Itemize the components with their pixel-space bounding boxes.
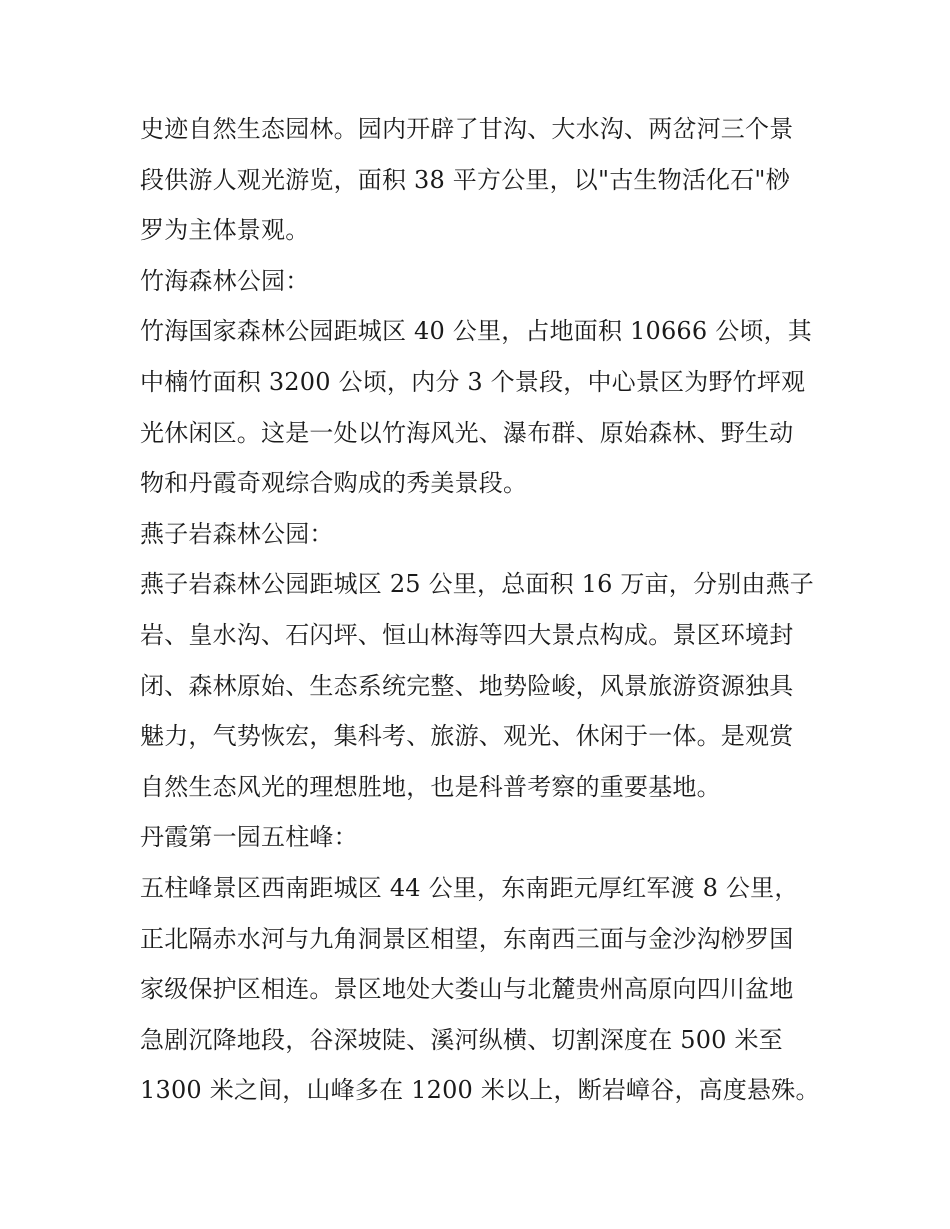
text-line: 光休闲区。这是一处以竹海风光、瀑布群、原始森林、野生动	[140, 418, 794, 447]
text-line: 闭、森林原始、生态系统完整、地势险峻，风景旅游资源独具	[140, 671, 794, 700]
section-heading-wuzhufeng: 丹霞第一园五柱峰：	[140, 823, 358, 852]
text-line: 岩、皇水沟、石闪坪、恒山林海等四大景点构成。景区环境封	[140, 620, 794, 649]
text-line: 家级保护区相连。景区地处大娄山与北麓贵州高原向四川盆地	[140, 975, 794, 1004]
text-line: 1300 米之间，山峰多在 1200 米以上，断岩嶂谷，高度悬殊。	[140, 1076, 820, 1105]
text-line: 急剧沉降地段，谷深坡陡、溪河纵横、切割深度在 500 米至	[140, 1025, 783, 1054]
text-line: 五柱峰景区西南距城区 44 公里，东南距元厚红军渡 8 公里，	[140, 873, 799, 902]
text-line: 魅力，气势恢宏，集科考、旅游、观光、休闲于一体。是观赏	[140, 722, 794, 751]
text-line: 罗为主体景观。	[140, 216, 310, 245]
section-heading-yanziyan: 燕子岩森林公园：	[140, 519, 334, 548]
section-heading-zhuhai: 竹海森林公园：	[140, 266, 310, 295]
text-line: 燕子岩森林公园距城区 25 公里，总面积 16 万亩，分别由燕子	[140, 570, 814, 599]
text-line: 竹海国家森林公园距城区 40 公里，占地面积 10666 公顷，其	[140, 317, 813, 346]
text-line: 正北隔赤水河与九角洞景区相望，东南西三面与金沙沟桫罗国	[140, 924, 794, 953]
text-line: 段供游人观光游览，面积 38 平方公里，以"古生物活化石"桫	[140, 165, 790, 194]
text-line: 中楠竹面积 3200 公顷，内分 3 个景段，中心景区为野竹坪观	[140, 367, 806, 396]
text-line: 自然生态风光的理想胜地，也是科普考察的重要基地。	[140, 772, 721, 801]
text-line: 物和丹霞奇观综合购成的秀美景段。	[140, 469, 528, 498]
text-line: 史迹自然生态园林。园内开辟了甘沟、大水沟、两岔河三个景	[140, 115, 794, 143]
document-body	[140, 104, 820, 1116]
